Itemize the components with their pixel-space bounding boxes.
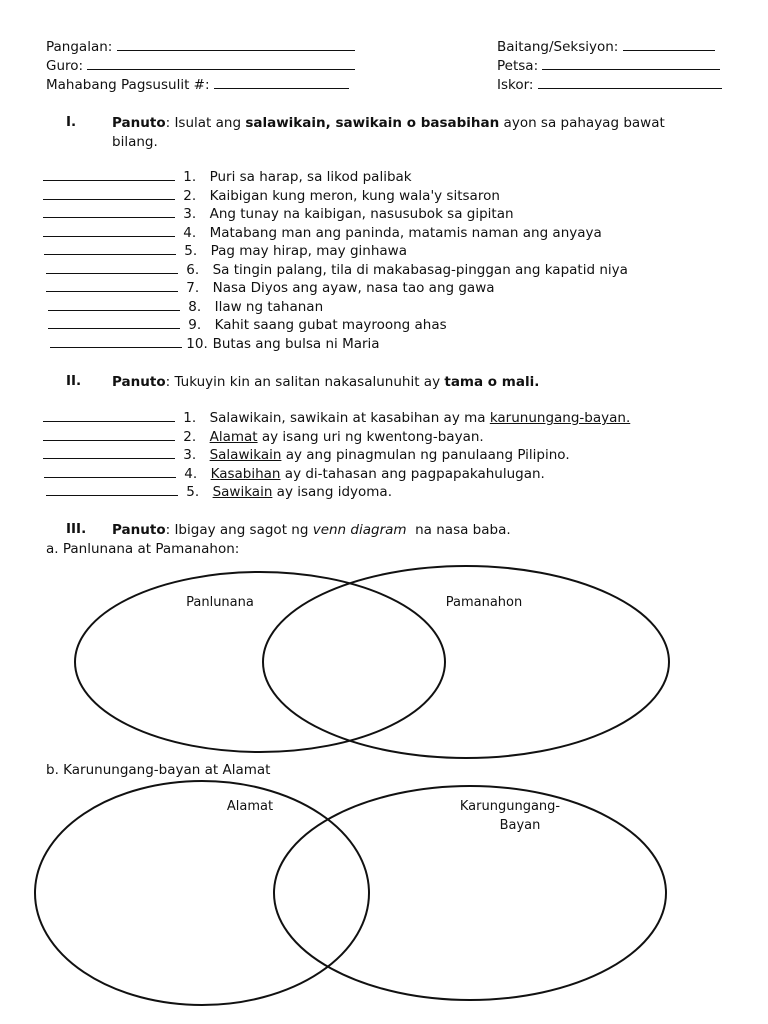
item-text: Sa tingin palang, tila di makabasag-pinggan ang kapatid niya [212, 262, 628, 278]
item-text: Kaibigan kung meron, kung wala'y sitsaron [209, 188, 500, 204]
venn-b-left-circle[interactable] [35, 781, 369, 1005]
item-text: Salawikain, sawikain at kasabihan ay ma [209, 410, 490, 426]
item-number: 2. [183, 429, 197, 445]
score-label: Iskor: [497, 77, 534, 93]
venn-b-right-label-line2: Bayan [499, 818, 541, 833]
part2-colon: : [165, 374, 171, 390]
item-text: Butas ang bulsa ni Maria [212, 336, 380, 352]
item-text-post: ay isang uri ng kwentong-bayan. [257, 429, 484, 445]
item-text-post: ay ang pinagmulan ng panulaang Pilipino. [281, 447, 570, 463]
teacher-label: Guro: [46, 58, 84, 74]
part1-text-b: ayon sa pahayag bawat [499, 115, 665, 131]
item-text: Kahit saang gubat mayroong ahas [214, 317, 447, 333]
item-number: 6. [186, 262, 200, 278]
date-label: Petsa: [497, 58, 539, 74]
item-number: 1. [183, 410, 197, 426]
underlined-term: Alamat [209, 429, 258, 445]
venn-a-right-label: Pamanahon [445, 595, 523, 610]
item-text: Ang tunay na kaibigan, nasusubok sa gipitan [209, 206, 514, 222]
item-number: 3. [183, 206, 197, 222]
underlined-term: karunungang-bayan. [489, 410, 631, 426]
underlined-term: Salawikain [209, 447, 282, 463]
part3-panuto: Panuto [112, 522, 166, 538]
venn-a-left-label: Panlunana [186, 595, 254, 610]
item-number: 5. [186, 484, 200, 500]
part3-colon: : [165, 522, 171, 538]
item-number: 5. [184, 243, 198, 259]
part2-bold-term: tama o mali [444, 374, 535, 390]
section-label: Baitang/Seksiyon: [497, 39, 619, 55]
item-text: Nasa Diyos ang ayaw, nasa tao ang gawa [212, 280, 495, 296]
item-number: 4. [184, 466, 198, 482]
item-number: 4. [183, 225, 197, 241]
item-number: 2. [183, 188, 197, 204]
part1-colon: : [165, 115, 171, 131]
venn-a-label: a. Panlunana at Pamanahon: [46, 541, 240, 557]
venn-b-right-label-line1: Karungungang- [459, 799, 561, 814]
part3-italic-term: venn diagram [312, 522, 407, 538]
part1-panuto: Panuto [112, 115, 166, 131]
item-text: Puri sa harap, sa likod palibak [209, 169, 412, 185]
exam-label: Mahabang Pagsusulit #: [46, 77, 210, 93]
item-number: 1. [183, 169, 197, 185]
item-number: 8. [188, 299, 202, 315]
item-text-post: ay isang idyoma. [272, 484, 392, 500]
part1-instruction-line2: bilang. [112, 134, 158, 150]
underlined-term: Kasabihan [210, 466, 281, 482]
name-label: Pangalan: [46, 39, 113, 55]
venn-b-label: b. Karunungang-bayan at Alamat [46, 762, 271, 778]
item-number: 10. [186, 336, 208, 352]
item-number: 7. [186, 280, 200, 296]
part1-roman: I. [66, 114, 77, 130]
part3-text-a: Ibigay ang sagot ng [170, 522, 313, 538]
part3-text-b: na nasa baba. [406, 522, 511, 538]
item-number: 3. [183, 447, 197, 463]
venn-b-left-label: Alamat [226, 799, 274, 814]
part2-panuto: Panuto [112, 374, 166, 390]
item-text: Ilaw ng tahanan [214, 299, 324, 315]
item-text: Pag may hirap, may ginhawa [210, 243, 407, 259]
item-text-post: ay di-tahasan ang pagpapakahulugan. [280, 466, 545, 482]
part2-text-a: Tukuyin kin an salitan nakasalunuhit ay [170, 374, 445, 390]
item-number: 9. [188, 317, 202, 333]
part2-roman: II. [66, 373, 82, 389]
part1-text-a: Isulat ang [170, 115, 246, 131]
part3-roman: III. [66, 521, 87, 537]
part2-text-b: . [534, 374, 540, 390]
item-text: Matabang man ang paninda, matamis naman ang anyaya [209, 225, 602, 241]
part1-bold-term: salawikain, sawikain o basabihan [245, 115, 500, 131]
underlined-term: Sawikain [212, 484, 273, 500]
